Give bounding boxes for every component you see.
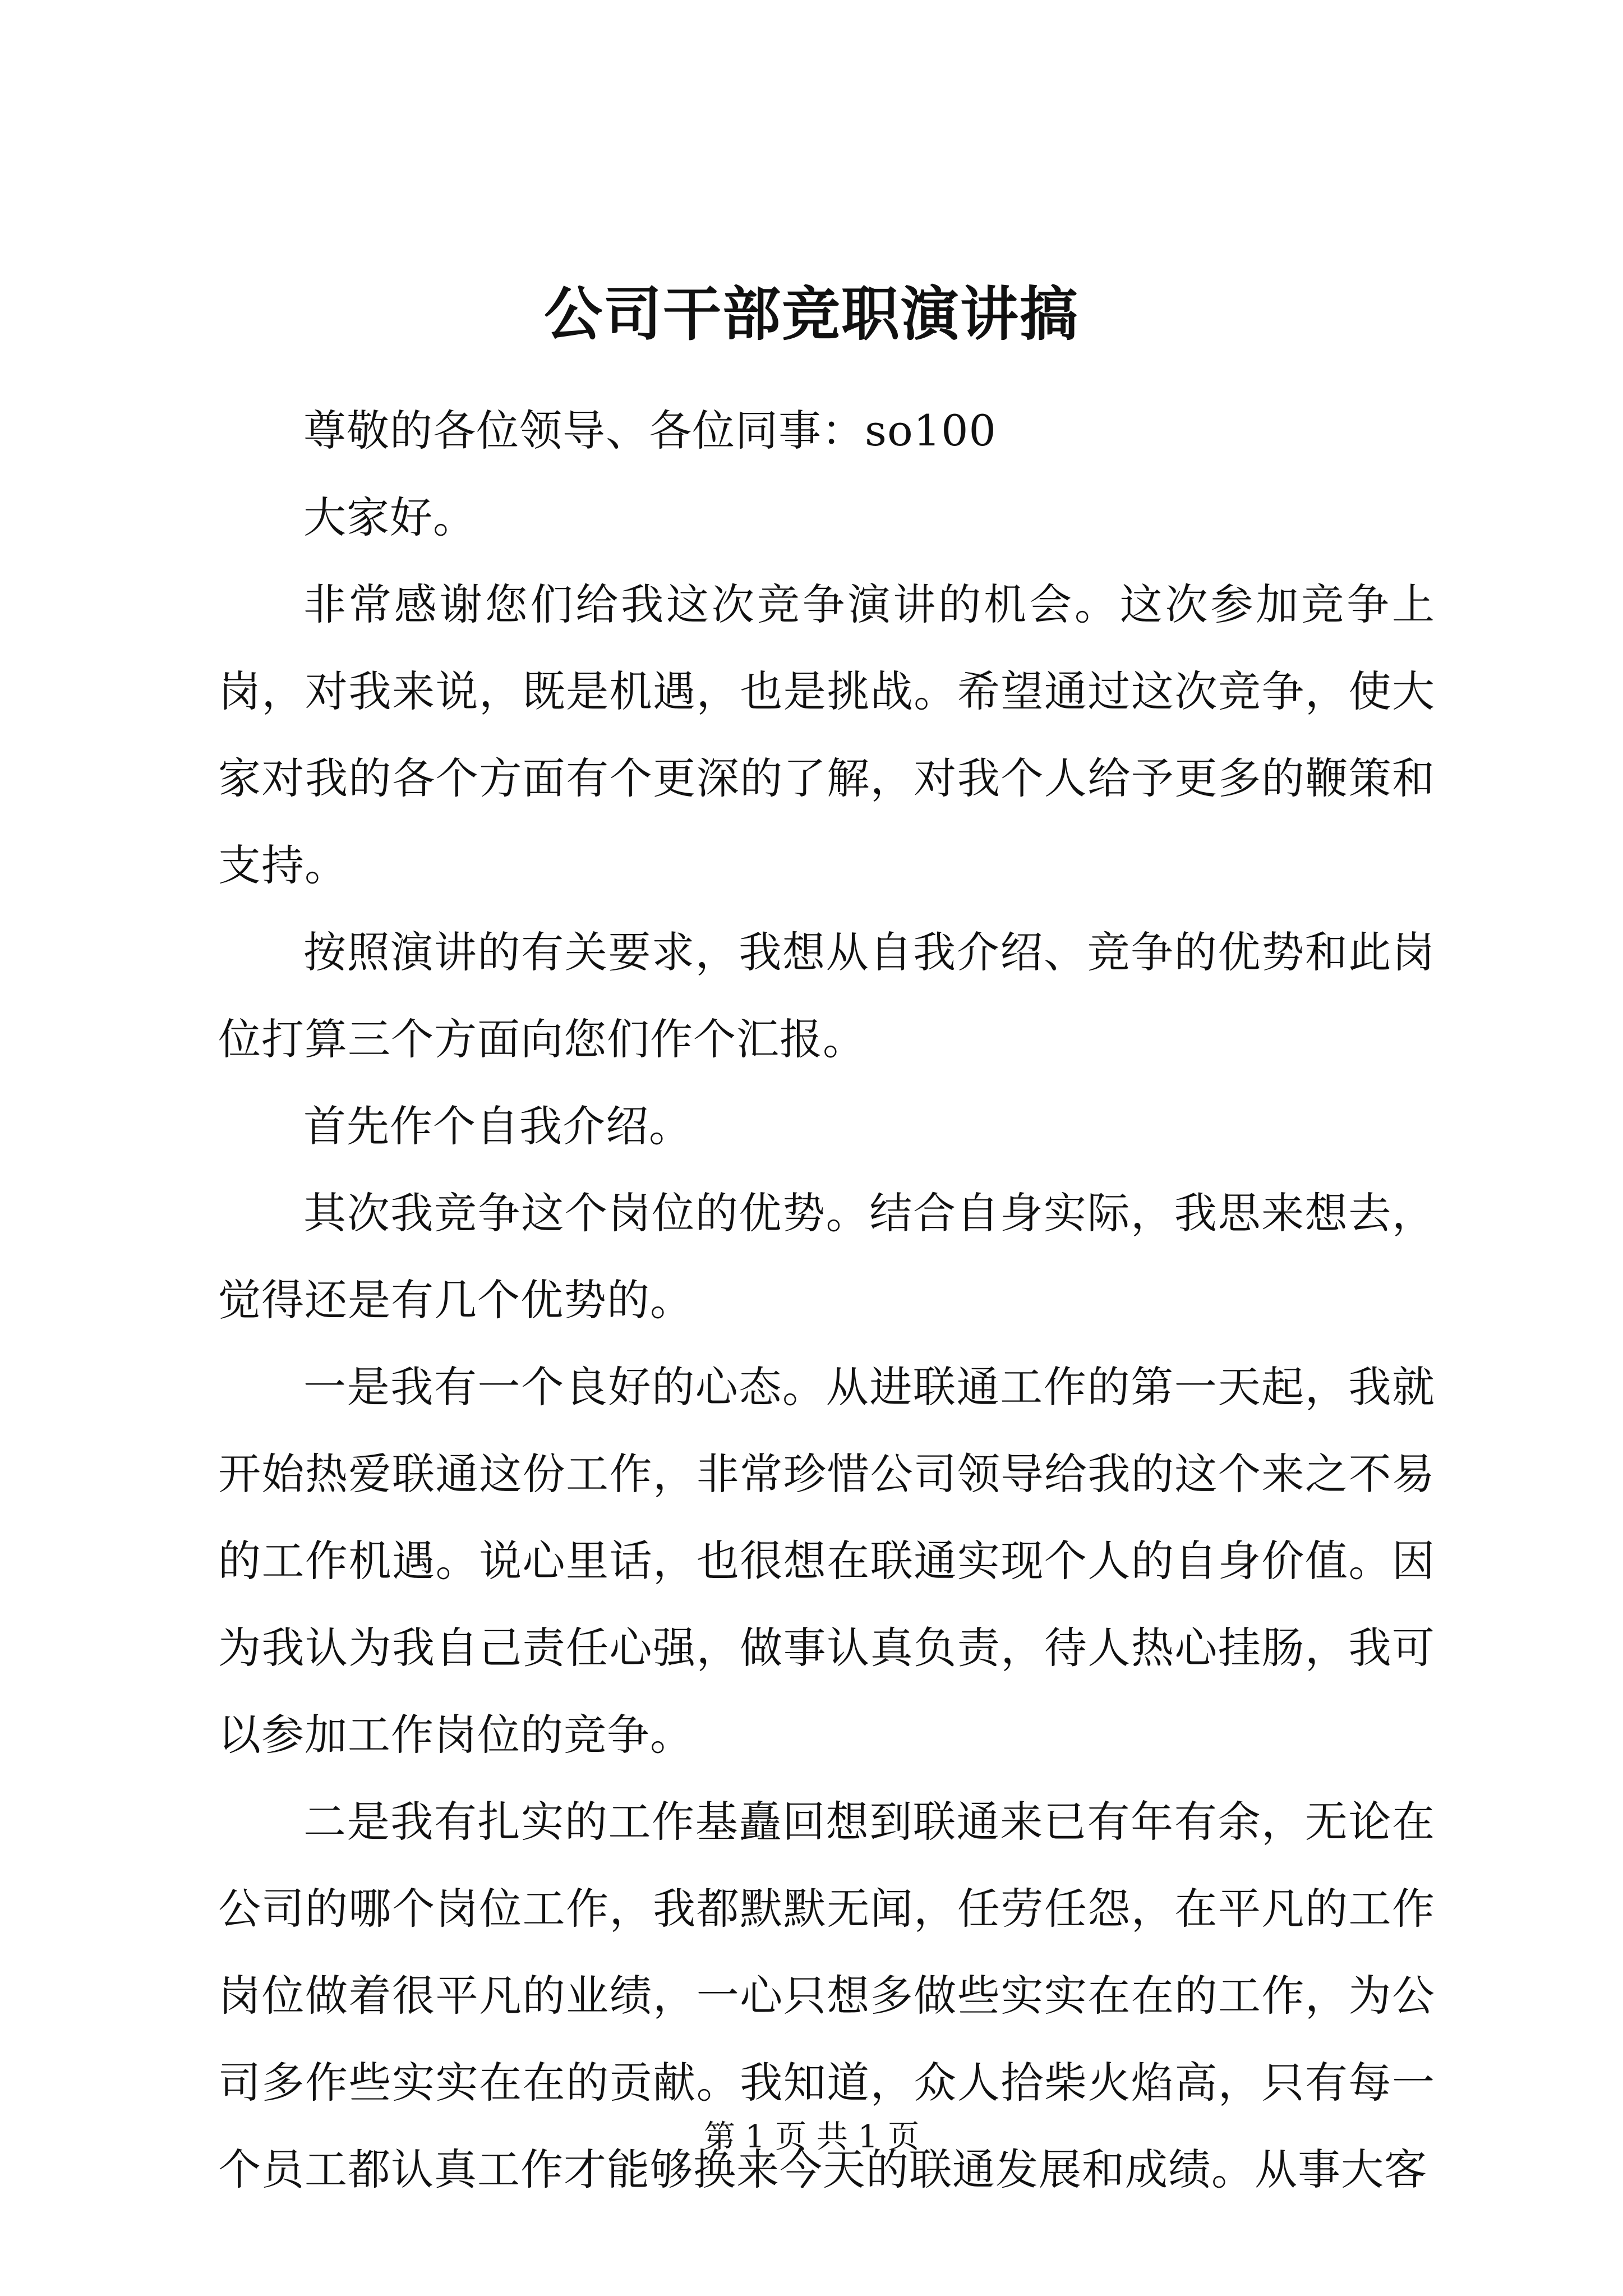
paragraph-thanks: 非常感谢您们给我这次竞争演讲的机会。这次参加竞争上岗，对我来说，既是机遇，也是挑战。希望通过这次竞争，使大家对我的各个方面有个更深的了解，对我个人给予更多的鞭策和支持。 [218, 579, 1435, 890]
paragraph-outline: 按照演讲的有关要求，我想从自我介绍、竞争的优势和此岗位打算三个方面向您们作个汇报。 [218, 927, 1435, 1064]
document-title: 公司干部竞职演讲搞 [543, 279, 1079, 348]
paragraph-second-advantage: 二是我有扎实的工作基矗回想到联通来已有年有余，无论在公司的哪个岗位工作，我都默默无闻，任劳任怨，在平凡的工作岗位做着很平凡的业绩，一心只想多做些实实在在的工作，为公司多作些实实在在的贡献。我知道，众人拾柴火焰高，只有每一个员工都认真工作才能够换来今天的联通发展和成绩。从事大客 [218, 1797, 1435, 2194]
paragraph-first-advantage: 一是我有一个良好的心态。从进联通工作的第一天起，我就开始热爱联通这份工作，非常珍惜公司领导给我的这个来之不易的工作机遇。说心里话，也很想在联通实现个人的自身价值。因为我认为我自己责任心强，做事认真负责，待人热心挂肠，我可以参加工作岗位的竞争。 [218, 1362, 1435, 1760]
paragraph-greeting: 大家好。 [303, 493, 476, 542]
paragraph-salutation: 尊敬的各位领导、各位同事：so100 [303, 406, 997, 455]
page-footer: 第 1 页 共 1 页 [703, 2119, 920, 2155]
document-body [218, 387, 1435, 2213]
paragraph-advantages: 其次我竞争这个岗位的优势。结合自身实际，我思来想去，觉得还是有几个优势的。 [218, 1188, 1435, 1325]
paragraph-self-intro: 首先作个自我介绍。 [303, 1101, 692, 1151]
